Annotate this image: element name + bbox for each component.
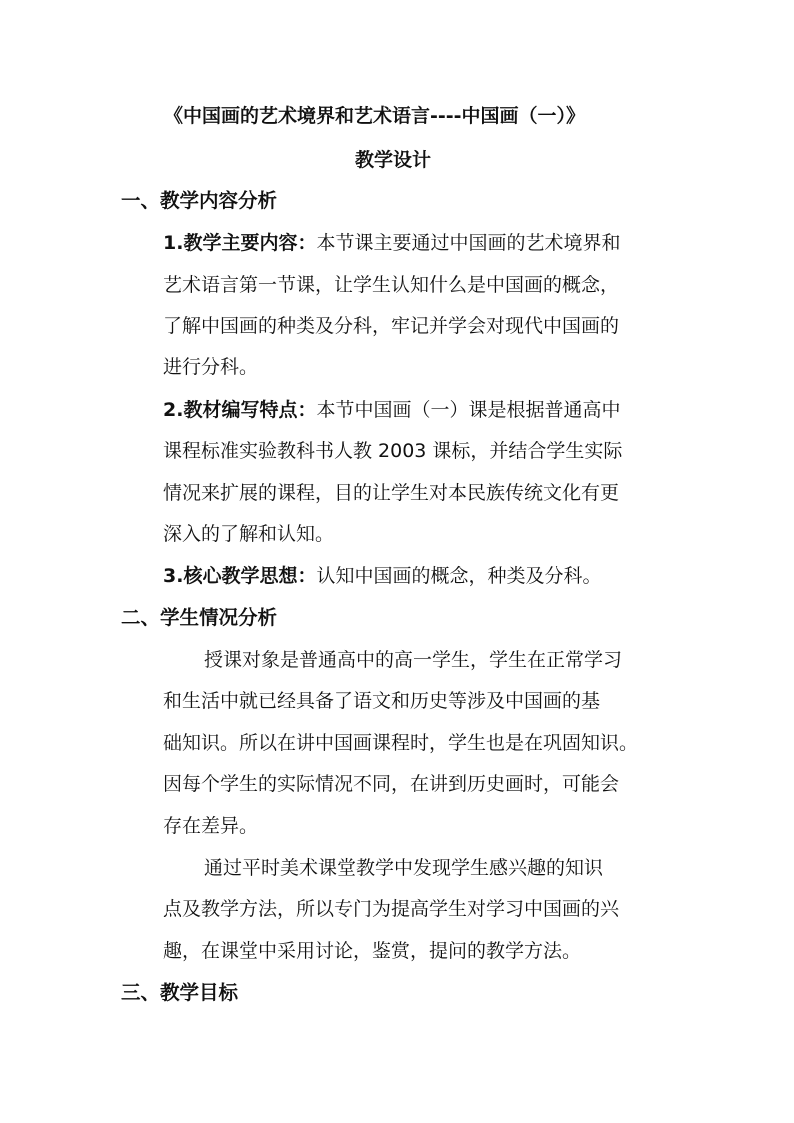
item-1-line-2: 艺术语言第一节课，让学生认知什么是中国画的概念， [163, 274, 620, 296]
para-1-line-3: 础知识。所以在讲中国画课程时，学生也是在巩固知识。 [163, 732, 639, 754]
para-1-line-5: 存在差异。 [163, 815, 259, 837]
item-2-lead: 2.教材编写特点： [163, 399, 317, 421]
item-1-line-4: 进行分科。 [163, 356, 259, 378]
para-2-line-3: 趣，在课堂中采用讨论，鉴赏，提问的教学方法。 [163, 940, 582, 962]
section-heading-1: 一、教学内容分析 [121, 189, 278, 212]
para-1-line-2: 和生活中就已经具备了语文和历史等涉及中国画的基 [163, 690, 601, 712]
item-2-text: 本节中国画（一）课是根据普通高中 [316, 399, 621, 421]
section-heading-3: 三、教学目标 [121, 981, 239, 1004]
item-2-line-2: 课程标准实验教科书人教 2003 课标，并结合学生实际 [163, 440, 623, 462]
item-1-text: 本节课主要通过中国画的艺术境界和 [316, 232, 621, 254]
document-title: 《中国画的艺术境界和艺术语言----中国画（一）》 [164, 105, 586, 127]
para-1-line-1: 授课对象是普通高中的高一学生，学生在正常学习 [204, 649, 623, 671]
item-3-line-1 [163, 563, 601, 589]
para-2-line-1: 通过平时美术课堂教学中发现学生感兴趣的知识 [204, 857, 604, 879]
para-2-line-2: 点及教学方法，所以专门为提高学生对学习中国画的兴 [163, 898, 620, 920]
item-2-line-4: 深入的了解和认知。 [163, 523, 335, 545]
para-1-line-4: 因每个学生的实际情况不同，在讲到历史画时，可能会 [163, 773, 620, 795]
item-3-lead: 3.核心教学思想： [163, 565, 317, 587]
document-subtitle: 教学设计 [355, 149, 432, 171]
item-1-line-3: 了解中国画的种类及分科，牢记并学会对现代中国画的 [163, 315, 620, 337]
item-2-line-1 [163, 397, 620, 423]
item-3-text: 认知中国画的概念，种类及分科。 [316, 565, 602, 587]
section-heading-2: 二、学生情况分析 [121, 606, 278, 629]
item-1-lead: 1.教学主要内容： [163, 232, 317, 254]
item-1-line-1 [163, 230, 620, 256]
item-2-line-3: 情况来扩展的课程，目的让学生对本民族传统文化有更 [163, 482, 620, 504]
